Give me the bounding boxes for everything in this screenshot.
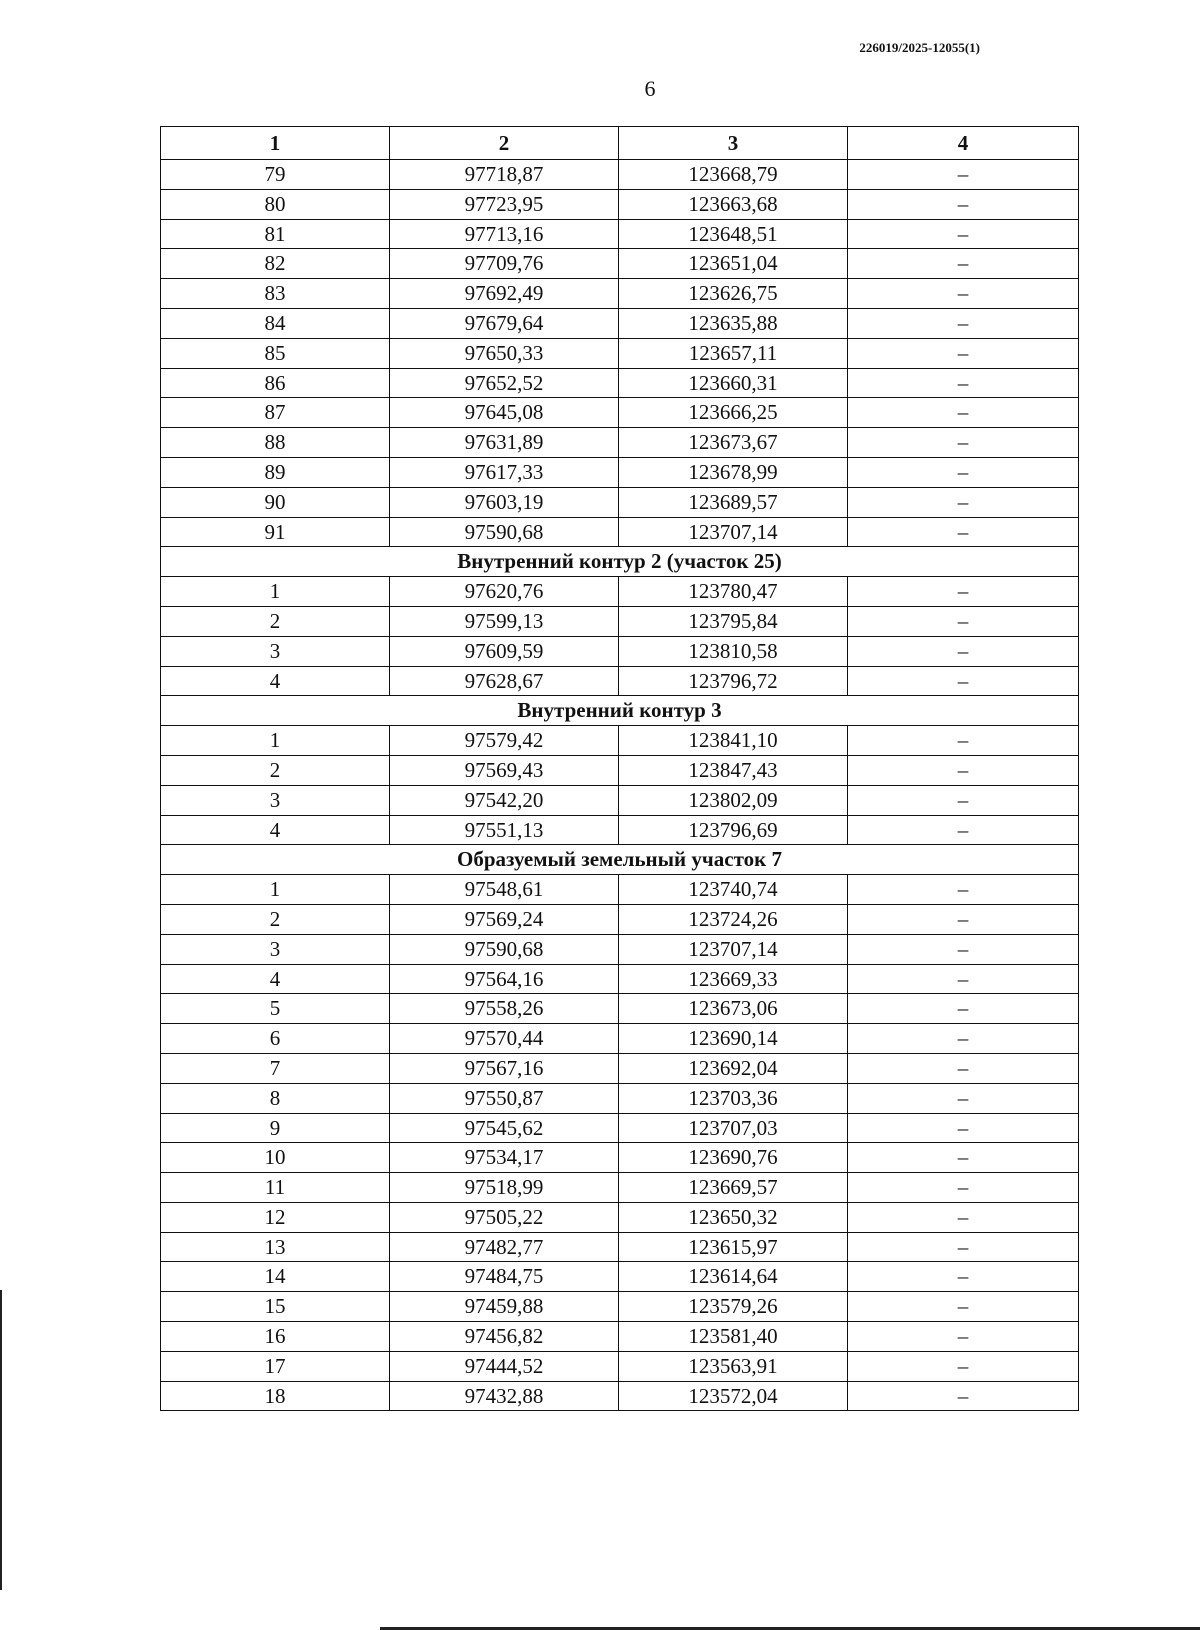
point-number-cell: 4	[161, 815, 390, 845]
note-cell: –	[848, 219, 1079, 249]
note-cell: –	[848, 1202, 1079, 1232]
point-number-cell: 86	[161, 368, 390, 398]
table-row	[161, 964, 1079, 994]
x-coordinate-cell: 97603,19	[390, 487, 619, 517]
point-number-cell: 6	[161, 1024, 390, 1054]
point-number-cell: 87	[161, 398, 390, 428]
x-coordinate-cell: 97550,87	[390, 1083, 619, 1113]
y-coordinate-cell: 123847,43	[619, 755, 848, 785]
page-number: 6	[644, 76, 656, 101]
table-row	[161, 1143, 1079, 1173]
y-coordinate-cell: 123663,68	[619, 189, 848, 219]
y-coordinate-cell: 123678,99	[619, 457, 848, 487]
x-coordinate-cell: 97590,68	[390, 934, 619, 964]
table-row	[161, 577, 1079, 607]
note-cell: –	[848, 279, 1079, 309]
table-row	[161, 219, 1079, 249]
y-coordinate-cell: 123690,76	[619, 1143, 848, 1173]
table-row	[161, 666, 1079, 696]
y-coordinate-cell: 123563,91	[619, 1351, 848, 1381]
point-number-cell: 3	[161, 934, 390, 964]
note-cell: –	[848, 785, 1079, 815]
scan-edge-mark-left	[0, 1290, 2, 1590]
x-coordinate-cell: 97645,08	[390, 398, 619, 428]
point-number-cell: 3	[161, 636, 390, 666]
point-number-cell: 4	[161, 666, 390, 696]
note-cell: –	[848, 964, 1079, 994]
section-title: Внутренний контур 2 (участок 25)	[161, 547, 1079, 577]
note-cell: –	[848, 1351, 1079, 1381]
coordinates-table	[160, 126, 1079, 1411]
y-coordinate-cell: 123707,14	[619, 934, 848, 964]
point-number-cell: 82	[161, 249, 390, 279]
point-number-cell: 90	[161, 487, 390, 517]
y-coordinate-cell: 123657,11	[619, 338, 848, 368]
y-coordinate-cell: 123692,04	[619, 1053, 848, 1083]
x-coordinate-cell: 97432,88	[390, 1381, 619, 1411]
note-cell: –	[848, 726, 1079, 756]
note-cell: –	[848, 368, 1079, 398]
table-row	[161, 368, 1079, 398]
table-row	[161, 875, 1079, 905]
table-row	[161, 1351, 1079, 1381]
y-coordinate-cell: 123841,10	[619, 726, 848, 756]
point-number-cell: 1	[161, 726, 390, 756]
table-row	[161, 189, 1079, 219]
table-row	[161, 726, 1079, 756]
y-coordinate-cell: 123689,57	[619, 487, 848, 517]
x-coordinate-cell: 97505,22	[390, 1202, 619, 1232]
y-coordinate-cell: 123740,74	[619, 875, 848, 905]
column-header-3: 3	[619, 127, 848, 160]
note-cell: –	[848, 1053, 1079, 1083]
y-coordinate-cell: 123707,14	[619, 517, 848, 547]
note-cell: –	[848, 1173, 1079, 1203]
note-cell: –	[848, 577, 1079, 607]
table-row	[161, 487, 1079, 517]
table-row	[161, 428, 1079, 458]
x-coordinate-cell: 97484,75	[390, 1262, 619, 1292]
x-coordinate-cell: 97548,61	[390, 875, 619, 905]
section-title: Внутренний контур 3	[161, 696, 1079, 726]
column-header-1: 1	[161, 127, 390, 160]
table-row	[161, 1322, 1079, 1352]
point-number-cell: 2	[161, 904, 390, 934]
x-coordinate-cell: 97628,67	[390, 666, 619, 696]
table-row	[161, 1381, 1079, 1411]
y-coordinate-cell: 123796,69	[619, 815, 848, 845]
y-coordinate-cell: 123673,67	[619, 428, 848, 458]
point-number-cell: 16	[161, 1322, 390, 1352]
note-cell: –	[848, 755, 1079, 785]
point-number-cell: 18	[161, 1381, 390, 1411]
note-cell: –	[848, 934, 1079, 964]
point-number-cell: 83	[161, 279, 390, 309]
note-cell: –	[848, 1322, 1079, 1352]
x-coordinate-cell: 97545,62	[390, 1113, 619, 1143]
y-coordinate-cell: 123666,25	[619, 398, 848, 428]
x-coordinate-cell: 97569,24	[390, 904, 619, 934]
table-body	[161, 160, 1079, 1411]
y-coordinate-cell: 123669,57	[619, 1173, 848, 1203]
x-coordinate-cell: 97482,77	[390, 1232, 619, 1262]
point-number-cell: 85	[161, 338, 390, 368]
table-row	[161, 785, 1079, 815]
section-title-row	[161, 696, 1079, 726]
table-row	[161, 1292, 1079, 1322]
point-number-cell: 10	[161, 1143, 390, 1173]
point-number-cell: 15	[161, 1292, 390, 1322]
table-row	[161, 1024, 1079, 1054]
x-coordinate-cell: 97551,13	[390, 815, 619, 845]
table-row	[161, 1083, 1079, 1113]
y-coordinate-cell: 123669,33	[619, 964, 848, 994]
table-row	[161, 904, 1079, 934]
point-number-cell: 9	[161, 1113, 390, 1143]
point-number-cell: 81	[161, 219, 390, 249]
note-cell: –	[848, 398, 1079, 428]
x-coordinate-cell: 97650,33	[390, 338, 619, 368]
note-cell: –	[848, 1024, 1079, 1054]
note-cell: –	[848, 1083, 1079, 1113]
x-coordinate-cell: 97456,82	[390, 1322, 619, 1352]
y-coordinate-cell: 123660,31	[619, 368, 848, 398]
x-coordinate-cell: 97564,16	[390, 964, 619, 994]
table-row	[161, 457, 1079, 487]
note-cell: –	[848, 487, 1079, 517]
x-coordinate-cell: 97692,49	[390, 279, 619, 309]
point-number-cell: 4	[161, 964, 390, 994]
table-row	[161, 606, 1079, 636]
x-coordinate-cell: 97569,43	[390, 755, 619, 785]
y-coordinate-cell: 123668,79	[619, 160, 848, 190]
point-number-cell: 2	[161, 606, 390, 636]
y-coordinate-cell: 123703,36	[619, 1083, 848, 1113]
x-coordinate-cell: 97459,88	[390, 1292, 619, 1322]
table-header-row	[161, 127, 1079, 160]
y-coordinate-cell: 123572,04	[619, 1381, 848, 1411]
section-title-row	[161, 547, 1079, 577]
point-number-cell: 88	[161, 428, 390, 458]
note-cell: –	[848, 160, 1079, 190]
y-coordinate-cell: 123810,58	[619, 636, 848, 666]
note-cell: –	[848, 457, 1079, 487]
x-coordinate-cell: 97617,33	[390, 457, 619, 487]
section-title: Образуемый земельный участок 7	[161, 845, 1079, 875]
point-number-cell: 13	[161, 1232, 390, 1262]
table-row	[161, 636, 1079, 666]
point-number-cell: 2	[161, 755, 390, 785]
y-coordinate-cell: 123581,40	[619, 1322, 848, 1352]
column-header-4: 4	[848, 127, 1079, 160]
table-row	[161, 1202, 1079, 1232]
table-row	[161, 934, 1079, 964]
y-coordinate-cell: 123796,72	[619, 666, 848, 696]
table-row	[161, 338, 1079, 368]
y-coordinate-cell: 123673,06	[619, 994, 848, 1024]
table-row	[161, 1053, 1079, 1083]
point-number-cell: 1	[161, 875, 390, 905]
note-cell: –	[848, 308, 1079, 338]
table-row	[161, 249, 1079, 279]
point-number-cell: 17	[161, 1351, 390, 1381]
y-coordinate-cell: 123690,14	[619, 1024, 848, 1054]
x-coordinate-cell: 97709,76	[390, 249, 619, 279]
point-number-cell: 7	[161, 1053, 390, 1083]
x-coordinate-cell: 97620,76	[390, 577, 619, 607]
x-coordinate-cell: 97609,59	[390, 636, 619, 666]
table-row	[161, 755, 1079, 785]
point-number-cell: 84	[161, 308, 390, 338]
y-coordinate-cell: 123707,03	[619, 1113, 848, 1143]
y-coordinate-cell: 123651,04	[619, 249, 848, 279]
table-row	[161, 994, 1079, 1024]
note-cell: –	[848, 1262, 1079, 1292]
note-cell: –	[848, 815, 1079, 845]
x-coordinate-cell: 97567,16	[390, 1053, 619, 1083]
note-cell: –	[848, 875, 1079, 905]
point-number-cell: 80	[161, 189, 390, 219]
table-row	[161, 1113, 1079, 1143]
note-cell: –	[848, 517, 1079, 547]
document-id: 226019/2025-12055(1)	[859, 40, 980, 55]
y-coordinate-cell: 123579,26	[619, 1292, 848, 1322]
x-coordinate-cell: 97534,17	[390, 1143, 619, 1173]
note-cell: –	[848, 606, 1079, 636]
note-cell: –	[848, 904, 1079, 934]
x-coordinate-cell: 97558,26	[390, 994, 619, 1024]
table-row	[161, 1173, 1079, 1203]
y-coordinate-cell: 123780,47	[619, 577, 848, 607]
note-cell: –	[848, 1292, 1079, 1322]
point-number-cell: 91	[161, 517, 390, 547]
table-row	[161, 160, 1079, 190]
x-coordinate-cell: 97570,44	[390, 1024, 619, 1054]
y-coordinate-cell: 123802,09	[619, 785, 848, 815]
point-number-cell: 11	[161, 1173, 390, 1203]
y-coordinate-cell: 123614,64	[619, 1262, 848, 1292]
note-cell: –	[848, 428, 1079, 458]
note-cell: –	[848, 994, 1079, 1024]
point-number-cell: 14	[161, 1262, 390, 1292]
point-number-cell: 3	[161, 785, 390, 815]
point-number-cell: 8	[161, 1083, 390, 1113]
x-coordinate-cell: 97631,89	[390, 428, 619, 458]
y-coordinate-cell: 123626,75	[619, 279, 848, 309]
y-coordinate-cell: 123724,26	[619, 904, 848, 934]
x-coordinate-cell: 97518,99	[390, 1173, 619, 1203]
y-coordinate-cell: 123648,51	[619, 219, 848, 249]
table-row	[161, 398, 1079, 428]
note-cell: –	[848, 338, 1079, 368]
y-coordinate-cell: 123650,32	[619, 1202, 848, 1232]
note-cell: –	[848, 666, 1079, 696]
note-cell: –	[848, 1381, 1079, 1411]
table-row	[161, 517, 1079, 547]
point-number-cell: 5	[161, 994, 390, 1024]
point-number-cell: 1	[161, 577, 390, 607]
y-coordinate-cell: 123615,97	[619, 1232, 848, 1262]
note-cell: –	[848, 189, 1079, 219]
note-cell: –	[848, 636, 1079, 666]
y-coordinate-cell: 123635,88	[619, 308, 848, 338]
x-coordinate-cell: 97718,87	[390, 160, 619, 190]
table-row	[161, 279, 1079, 309]
x-coordinate-cell: 97590,68	[390, 517, 619, 547]
x-coordinate-cell: 97713,16	[390, 219, 619, 249]
column-header-2: 2	[390, 127, 619, 160]
table-row	[161, 308, 1079, 338]
point-number-cell: 89	[161, 457, 390, 487]
x-coordinate-cell: 97579,42	[390, 726, 619, 756]
section-title-row	[161, 845, 1079, 875]
x-coordinate-cell: 97542,20	[390, 785, 619, 815]
table-row	[161, 1232, 1079, 1262]
table-row	[161, 1262, 1079, 1292]
note-cell: –	[848, 1143, 1079, 1173]
note-cell: –	[848, 1232, 1079, 1262]
x-coordinate-cell: 97723,95	[390, 189, 619, 219]
x-coordinate-cell: 97679,64	[390, 308, 619, 338]
table-row	[161, 815, 1079, 845]
x-coordinate-cell: 97652,52	[390, 368, 619, 398]
y-coordinate-cell: 123795,84	[619, 606, 848, 636]
point-number-cell: 79	[161, 160, 390, 190]
point-number-cell: 12	[161, 1202, 390, 1232]
note-cell: –	[848, 249, 1079, 279]
x-coordinate-cell: 97444,52	[390, 1351, 619, 1381]
note-cell: –	[848, 1113, 1079, 1143]
x-coordinate-cell: 97599,13	[390, 606, 619, 636]
